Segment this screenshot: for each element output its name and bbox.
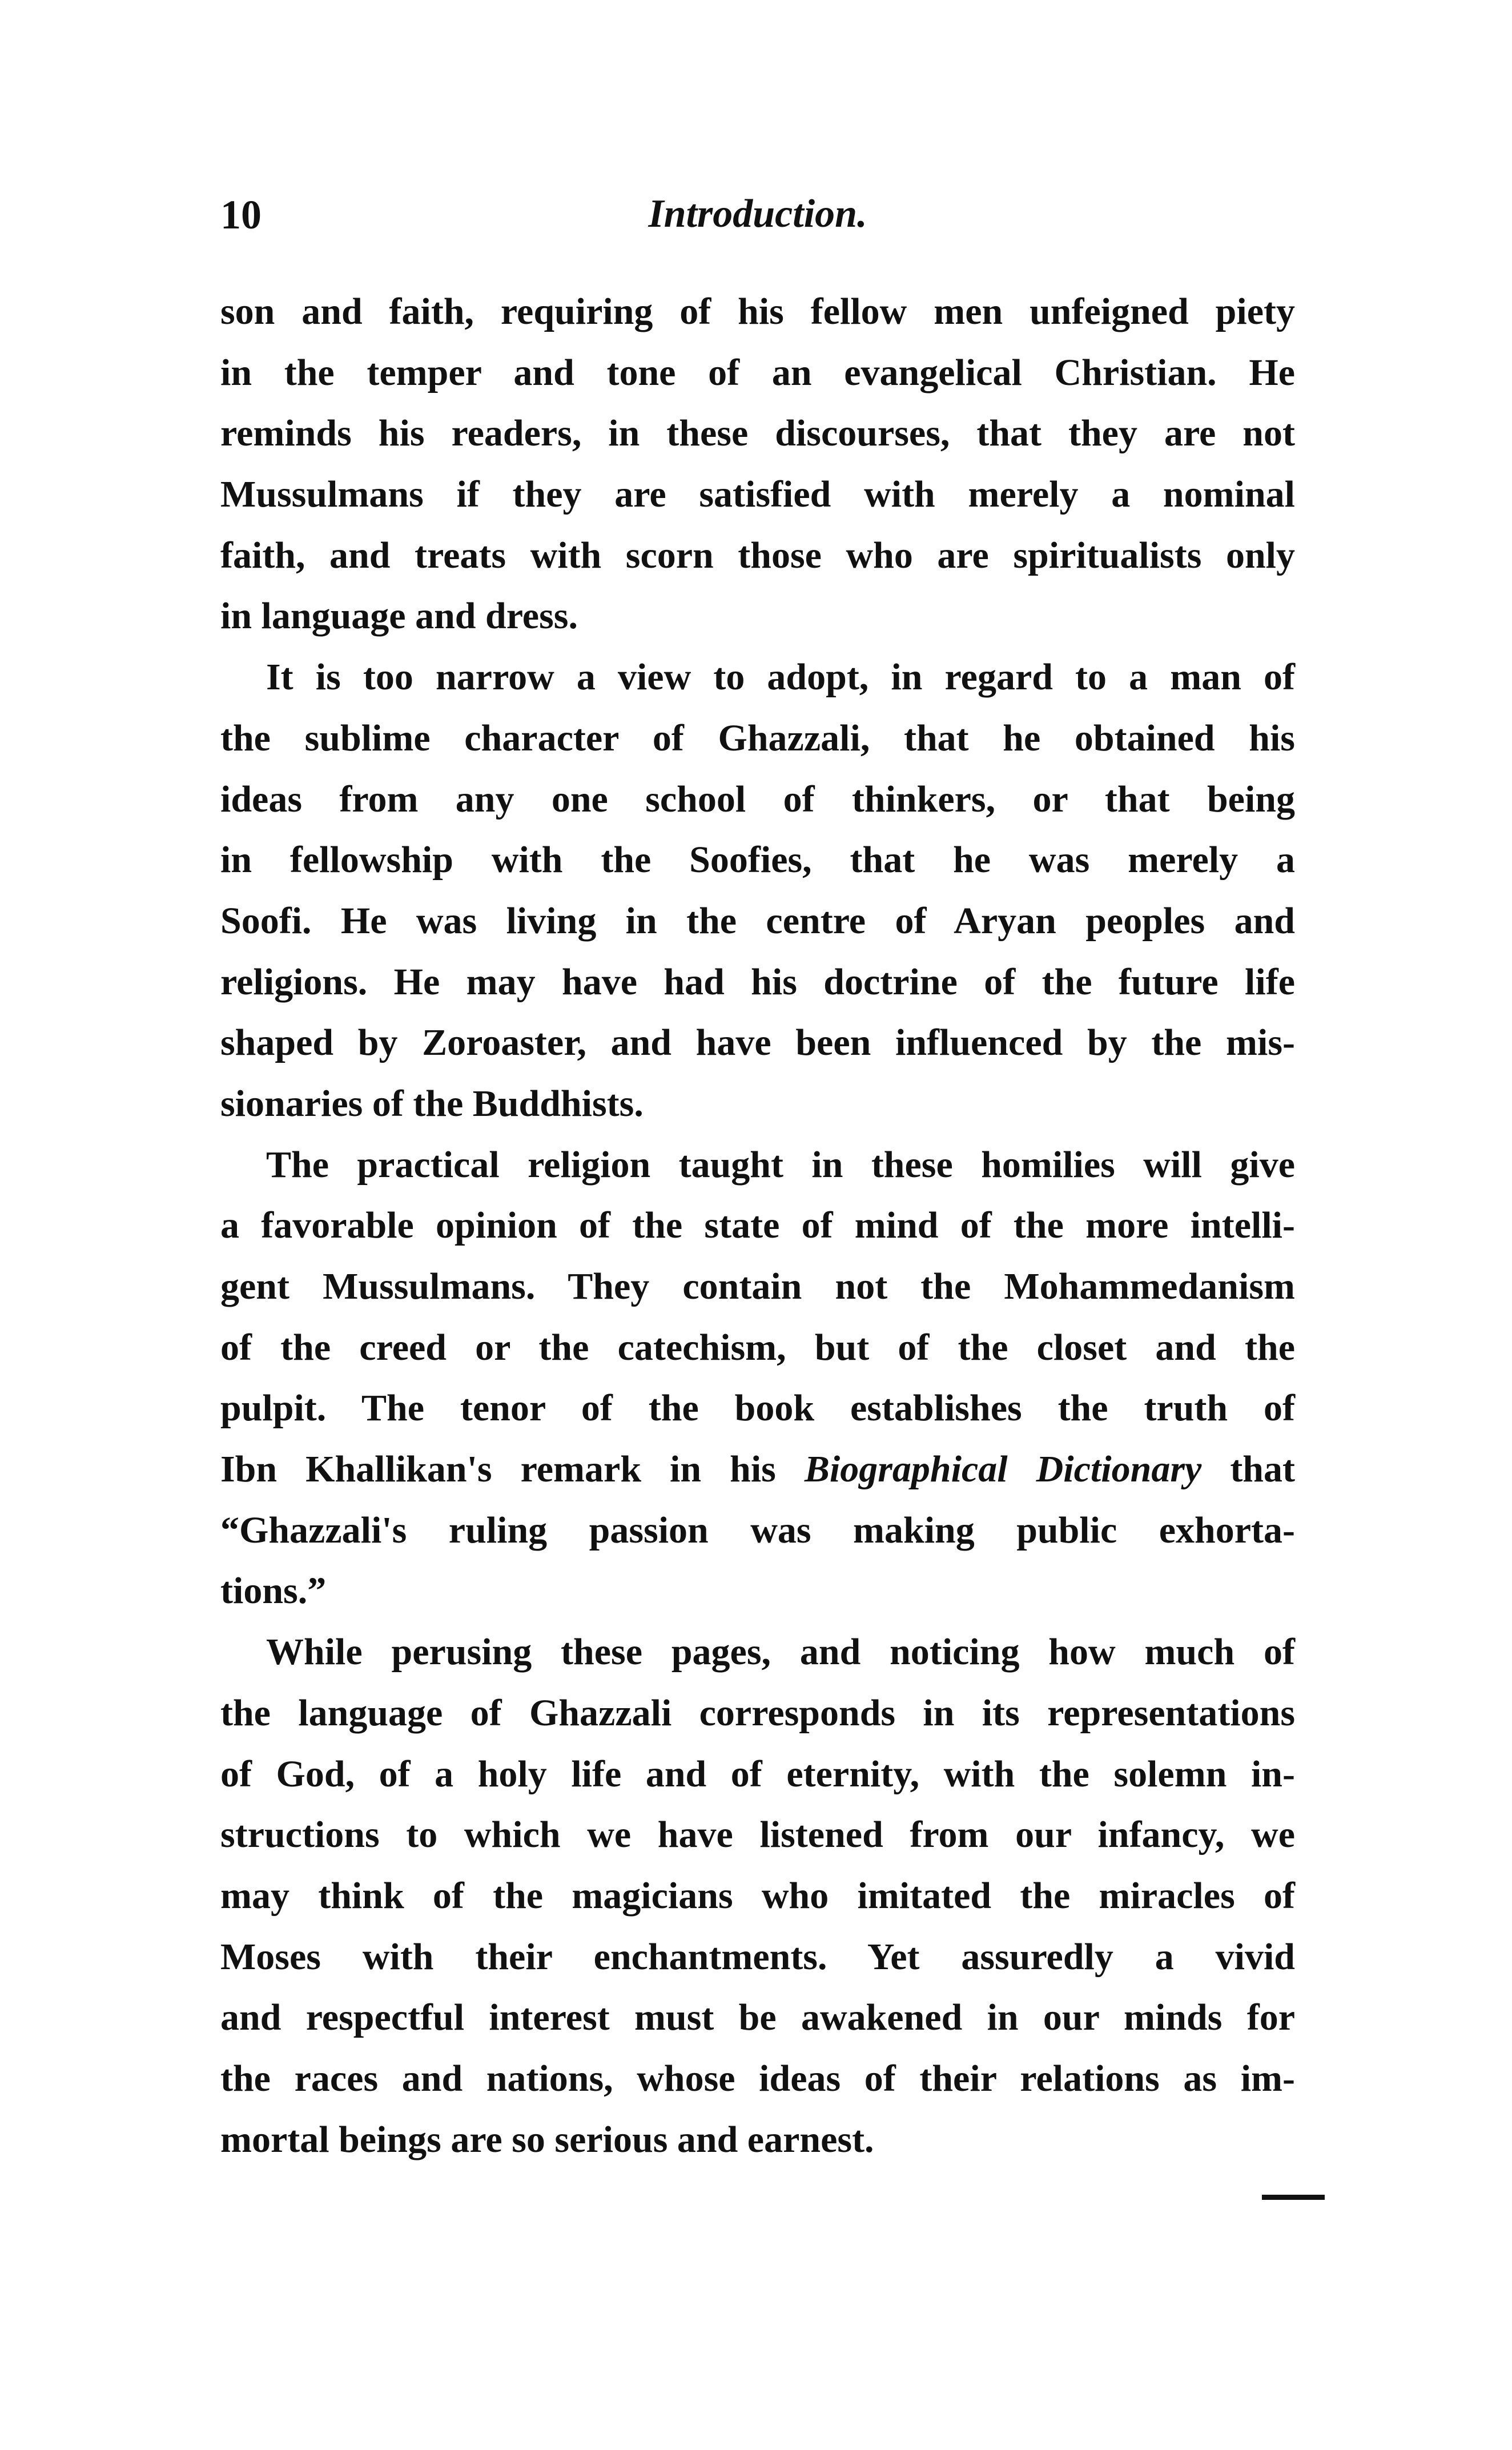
text-line: Mussulmans if they are satisfied with merely a nominal bbox=[220, 473, 1295, 516]
text-line: pulpit. The tenor of the book establishes the truth of bbox=[220, 1387, 1295, 1429]
text-line: sionaries of the Buddhists. bbox=[220, 1082, 644, 1124]
text-line: faith, and treats with scorn those who are spiritualists only bbox=[220, 534, 1295, 576]
text-line: gent Mussulmans. They contain not the Mohammedanism bbox=[220, 1266, 1295, 1307]
text-line: structions to which we have listened from our infancy, we bbox=[220, 1814, 1295, 1856]
italic-title: Biographical Dictionary bbox=[804, 1448, 1202, 1491]
text-line: son and faith, requiring of his fellow men unfeigned piety bbox=[220, 291, 1295, 332]
text-line: religions. He may have had his doctrine of the future life bbox=[220, 961, 1295, 1003]
page-number: 10 bbox=[220, 192, 262, 238]
text-line: and respectful interest must be awakened in our minds for bbox=[220, 1997, 1295, 2039]
text-line: of God, of a holy life and of eternity, with the solemn in- bbox=[220, 1753, 1295, 1795]
text-line: of the creed or the catechism, but of the closet and the bbox=[220, 1326, 1295, 1368]
text-line: tions.” bbox=[220, 1570, 327, 1612]
text-line: Ibn Khallikan's remark in his Biographical Dictionary that bbox=[220, 1448, 1295, 1491]
text-line: reminds his readers, in these discourses, that they are not bbox=[220, 412, 1295, 455]
text-line: the language of Ghazzali corresponds in its representations bbox=[220, 1692, 1295, 1734]
text-line: ideas from any one school of thinkers, or that being bbox=[220, 778, 1295, 820]
text-line: the races and nations, whose ideas of their relations as im- bbox=[220, 2057, 1295, 2099]
text-line: The practical religion taught in these homilies will give bbox=[266, 1143, 1295, 1186]
text-line: While perusing these pages, and noticing how much of bbox=[266, 1631, 1295, 1673]
text-line: a favorable opinion of the state of mind of the more intelli- bbox=[220, 1204, 1295, 1247]
text-line: Moses with their enchantments. Yet assuredly a vivid bbox=[220, 1935, 1295, 1978]
text-line: may think of the magicians who imitated the miracles of bbox=[220, 1874, 1295, 1917]
printer-rule-mark bbox=[1262, 2195, 1325, 2200]
text-line: shaped by Zoroaster, and have been influenced by the mis- bbox=[220, 1022, 1295, 1064]
text-line: in language and dress. bbox=[220, 595, 578, 637]
text-line: It is too narrow a view to adopt, in regard to a man of bbox=[266, 656, 1295, 698]
running-title: Introduction. bbox=[648, 192, 867, 236]
text-line: mortal beings are so serious and earnest. bbox=[220, 2118, 874, 2160]
text-line: in the temper and tone of an evangelical Christian. He bbox=[220, 351, 1295, 393]
text-line: “Ghazzali's ruling passion was making public exhorta- bbox=[220, 1509, 1295, 1551]
text-line: in fellowship with the Soofies, that he was merely a bbox=[220, 839, 1295, 881]
body-text bbox=[220, 283, 1295, 2172]
text-line: the sublime character of Ghazzali, that he obtained his bbox=[220, 717, 1295, 759]
page-header bbox=[220, 191, 1295, 243]
text-line: Soofi. He was living in the centre of Aryan peoples and bbox=[220, 899, 1295, 942]
